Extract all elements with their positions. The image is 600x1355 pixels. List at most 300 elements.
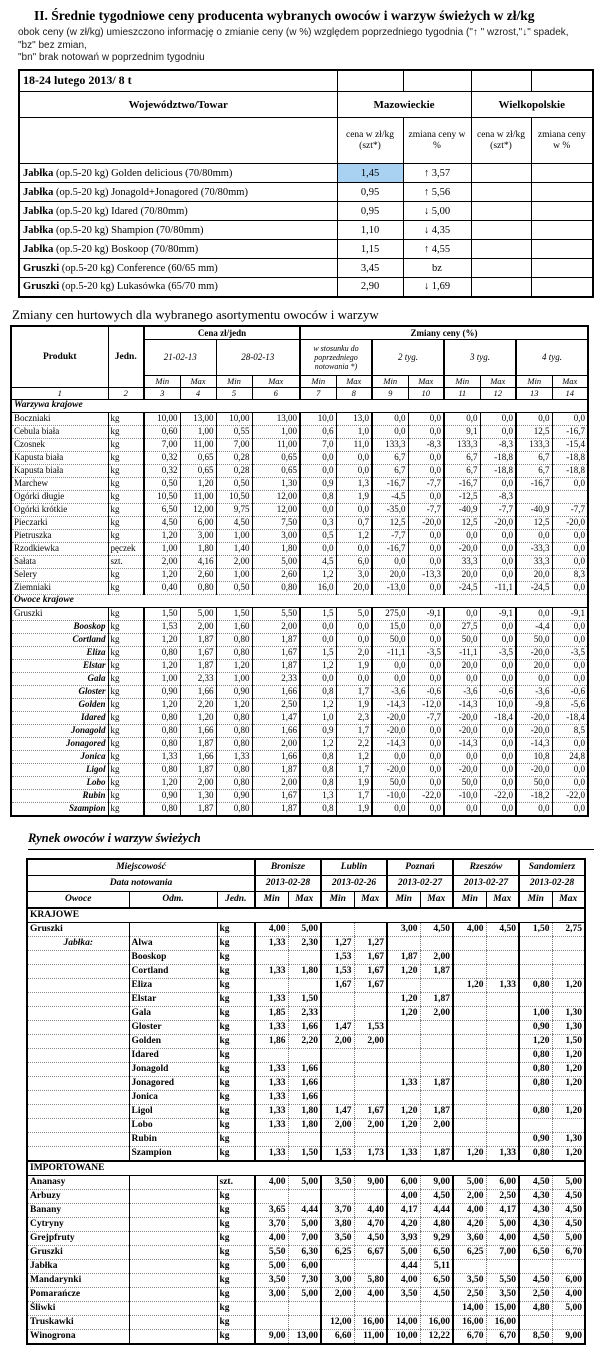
table-row xyxy=(11,789,588,802)
variety-cell: Eliza xyxy=(129,978,217,992)
value-cell xyxy=(486,964,519,978)
value-cell xyxy=(453,1020,486,1034)
value-cell: 1,33 xyxy=(144,750,180,763)
unit-cell: kg xyxy=(108,750,144,763)
table-row xyxy=(27,1118,585,1132)
product-name-cell: Marchew xyxy=(11,477,108,490)
value-cell: 0,80 xyxy=(216,633,252,646)
value-cell: -14,3 xyxy=(444,737,480,750)
value-cell: -16,7 xyxy=(372,477,408,490)
unit-cell: kg xyxy=(108,451,144,464)
value-cell: -20,0 xyxy=(516,646,552,659)
value-cell: 6,00 xyxy=(288,1259,321,1273)
value-cell: 0,0 xyxy=(480,633,516,646)
unit-cell: kg xyxy=(108,685,144,698)
value-cell: 5,50 xyxy=(255,1245,288,1259)
value-cell: 33,3 xyxy=(516,555,552,568)
value-cell: 1,20 xyxy=(216,698,252,711)
value-cell: 0,80 xyxy=(519,1104,552,1118)
jedn-header: Jedn. xyxy=(108,326,144,388)
min-header: Min xyxy=(519,891,552,908)
value-cell: -18,4 xyxy=(480,711,516,724)
value-cell: 0,5 xyxy=(300,529,336,542)
max-header: Max xyxy=(180,375,216,387)
value-cell: 0,90 xyxy=(216,685,252,698)
value-cell: 0,8 xyxy=(300,776,336,789)
value-cell: 0,0 xyxy=(552,633,588,646)
wholesale-section-title: Zmiany cen hurtowych dla wybranego asortymentu owoców i warzyw xyxy=(12,306,379,322)
value-cell: 20,0 xyxy=(336,581,372,594)
wk4-header: 4 tyg. xyxy=(516,339,588,375)
value-cell: 1,20 xyxy=(519,1034,552,1048)
value-cell: 4,50 xyxy=(420,922,453,936)
value-cell: -14,3 xyxy=(444,698,480,711)
unit-cell: kg xyxy=(217,1034,255,1048)
value-cell: 6,7 xyxy=(372,464,408,477)
value-cell: 5,00 xyxy=(552,1301,585,1315)
value-cell: 0,0 xyxy=(372,672,408,685)
value-cell: 1,00 xyxy=(216,529,252,542)
value-cell: 5,50 xyxy=(252,607,300,620)
value-cell: 1,87 xyxy=(252,659,300,672)
value-cell: 0,0 xyxy=(480,659,516,672)
max-header: Max xyxy=(552,375,588,387)
variety-cell: Lobo xyxy=(129,1118,217,1132)
value-cell: 0,80 xyxy=(144,711,180,724)
value-cell: 10,8 xyxy=(516,750,552,763)
product-kind: Jabłka xyxy=(23,205,54,217)
value-cell: 0,0 xyxy=(408,724,444,737)
value-cell xyxy=(255,1301,288,1315)
value-cell: 0,90 xyxy=(216,789,252,802)
col-number: 6 xyxy=(252,387,300,399)
period-label: 18-24 lutego 2013/ 8 t xyxy=(19,70,337,92)
value-cell xyxy=(552,964,585,978)
table-row xyxy=(27,1259,585,1273)
unit-cell: kg xyxy=(108,477,144,490)
product-name-cell: Rubin xyxy=(11,789,108,802)
value-cell xyxy=(486,1034,519,1048)
value-cell: 2,00 xyxy=(252,776,300,789)
table-row xyxy=(11,399,588,412)
value-cell: 9,29 xyxy=(420,1231,453,1245)
value-cell: 1,3 xyxy=(336,477,372,490)
value-cell: 8,3 xyxy=(552,568,588,581)
value-cell: 0,28 xyxy=(216,451,252,464)
value-cell: 10,50 xyxy=(144,490,180,503)
value-cell: 0,0 xyxy=(372,412,408,425)
value-cell: 4,16 xyxy=(180,555,216,568)
col-number: 9 xyxy=(372,387,408,399)
value-cell: 7,50 xyxy=(252,516,300,529)
value-cell: 1,40 xyxy=(216,542,252,555)
region-wielkopolskie: Wielkopolskie xyxy=(471,92,593,118)
value-cell xyxy=(255,978,288,992)
value-cell: 0,90 xyxy=(144,789,180,802)
value-cell: 13,0 xyxy=(336,412,372,425)
mazowieckie-change-cell: ↓ 5,00 xyxy=(403,202,471,221)
value-cell: 16,00 xyxy=(486,1315,519,1329)
value-cell: 1,33 xyxy=(255,992,288,1006)
value-cell: 1,66 xyxy=(288,1020,321,1034)
value-cell: 3,50 xyxy=(453,1273,486,1287)
col-number: 12 xyxy=(480,387,516,399)
date1-header: 21-02-13 xyxy=(144,339,216,375)
value-cell: 0,0 xyxy=(408,490,444,503)
value-cell xyxy=(486,1048,519,1062)
value-cell: 4,00 xyxy=(387,1273,420,1287)
value-cell xyxy=(387,1034,420,1048)
max-header: Max xyxy=(288,891,321,908)
value-cell xyxy=(420,1034,453,1048)
value-cell: 1,2 xyxy=(300,698,336,711)
value-cell: -8,3 xyxy=(408,438,444,451)
unit-cell: kg xyxy=(217,1048,255,1062)
variety-cell xyxy=(129,1231,217,1245)
value-cell xyxy=(519,964,552,978)
value-cell: 5,00 xyxy=(255,1259,288,1273)
value-cell: 1,33 xyxy=(255,1090,288,1104)
mazowieckie-change-cell: ↑ 3,57 xyxy=(403,164,471,183)
value-cell xyxy=(486,1006,519,1020)
value-cell: 1,20 xyxy=(387,964,420,978)
mazowieckie-price-cell: 1,10 xyxy=(337,221,403,240)
page-subtitle: obok ceny (w zł/kg) umieszczono informację o zmianie ceny (w %) względem poprzedniego tygodnia ("↑ " wzrost,"↓" spadek, "bz" bez zmian, xyxy=(18,27,569,51)
value-cell: 2,30 xyxy=(288,936,321,950)
value-cell: 1,20 xyxy=(387,992,420,1006)
value-cell: 10,00 xyxy=(387,1329,420,1344)
value-cell xyxy=(453,936,486,950)
value-cell: 2,60 xyxy=(180,568,216,581)
table-row xyxy=(11,802,588,816)
table-row xyxy=(11,326,588,340)
col-group-header: Województwo/Towar xyxy=(19,92,337,118)
value-cell: 20,0 xyxy=(516,659,552,672)
value-cell xyxy=(453,1118,486,1132)
value-cell: 133,3 xyxy=(372,438,408,451)
unit-cell: kg xyxy=(108,789,144,802)
table-row xyxy=(11,633,588,646)
value-cell: 0,80 xyxy=(216,711,252,724)
table-row xyxy=(27,859,585,876)
unit-cell: kg xyxy=(217,1203,255,1217)
value-cell: 1,66 xyxy=(180,750,216,763)
value-cell: 1,80 xyxy=(180,542,216,555)
value-cell xyxy=(420,1301,453,1315)
value-cell: 0,0 xyxy=(300,542,336,555)
value-cell: -20,0 xyxy=(444,763,480,776)
value-cell: 0,8 xyxy=(300,490,336,503)
value-cell: 0,50 xyxy=(216,477,252,490)
value-cell: 1,00 xyxy=(216,568,252,581)
value-cell: 15,0 xyxy=(372,620,408,633)
unit-cell: kg xyxy=(108,659,144,672)
change-subheader: zmiana ceny w % xyxy=(531,118,593,164)
value-cell: 9,75 xyxy=(216,503,252,516)
table-row xyxy=(27,1329,585,1344)
value-cell xyxy=(321,1090,354,1104)
value-cell: 3,50 xyxy=(321,1175,354,1189)
value-cell: 0,0 xyxy=(480,529,516,542)
value-cell xyxy=(453,964,486,978)
value-cell: 0,0 xyxy=(444,750,480,763)
product-name-cell: Lobo xyxy=(11,776,108,789)
value-cell xyxy=(486,1259,519,1273)
variety-cell: Ligol xyxy=(129,1104,217,1118)
value-cell xyxy=(288,1189,321,1203)
value-cell: -9,1 xyxy=(552,607,588,620)
fruit-cell: Pomarańcze xyxy=(27,1287,129,1301)
value-cell xyxy=(387,936,420,950)
value-cell: 1,66 xyxy=(288,1076,321,1090)
value-cell: 4,30 xyxy=(519,1217,552,1231)
value-cell: 2,00 xyxy=(321,1034,354,1048)
table-row xyxy=(27,1034,585,1048)
odm-header: Odm. xyxy=(129,891,217,908)
value-cell: -7,7 xyxy=(552,503,588,516)
mazowieckie-change-cell: ↑ 5,56 xyxy=(403,183,471,202)
value-cell: 0,0 xyxy=(408,464,444,477)
unit-cell: kg xyxy=(217,1118,255,1132)
fruit-cell xyxy=(27,1104,129,1118)
value-cell: 0,0 xyxy=(408,672,444,685)
value-cell: -18,8 xyxy=(480,451,516,464)
value-cell: 6,50 xyxy=(519,1245,552,1259)
value-cell: 11,00 xyxy=(180,490,216,503)
unit-cell: kg xyxy=(217,1006,255,1020)
value-cell: 0,80 xyxy=(519,1062,552,1076)
value-cell: 4,80 xyxy=(519,1301,552,1315)
value-cell: 0,0 xyxy=(552,620,588,633)
value-cell: 2,00 xyxy=(354,1034,387,1048)
value-cell: 4,5 xyxy=(300,555,336,568)
value-cell: -5,6 xyxy=(552,698,588,711)
value-cell: 1,67 xyxy=(252,789,300,802)
value-cell: 2,50 xyxy=(519,1287,552,1301)
unit-cell: kg xyxy=(217,950,255,964)
value-cell: 5,11 xyxy=(420,1259,453,1273)
unit-cell: kg xyxy=(108,464,144,477)
max-header: Max xyxy=(408,375,444,387)
unit-cell: kg xyxy=(108,802,144,816)
table-row xyxy=(27,1301,585,1315)
min-header: Min xyxy=(516,375,552,387)
value-cell xyxy=(321,922,354,936)
value-cell: -7,7 xyxy=(480,503,516,516)
data-notowania-header: Data notowania xyxy=(27,875,255,891)
value-cell: 1,0 xyxy=(300,711,336,724)
value-cell xyxy=(321,1048,354,1062)
fruit-cell xyxy=(27,1132,129,1146)
col-number: 1 xyxy=(11,387,108,399)
value-cell: 0,0 xyxy=(444,412,480,425)
value-cell: 0,8 xyxy=(300,750,336,763)
value-cell: 1,33 xyxy=(255,964,288,978)
value-cell xyxy=(354,922,387,936)
product-name-cell: Elstar xyxy=(11,659,108,672)
value-cell: 1,00 xyxy=(519,1006,552,1020)
value-cell: 1,53 xyxy=(354,1020,387,1034)
value-cell: 275,0 xyxy=(372,607,408,620)
value-cell: 8,5 xyxy=(552,724,588,737)
value-cell: 12,5 xyxy=(372,516,408,529)
value-cell: -7,7 xyxy=(408,711,444,724)
value-cell: 0,80 xyxy=(519,1048,552,1062)
min-header: Min xyxy=(387,891,420,908)
value-cell xyxy=(288,1048,321,1062)
value-cell: 0,28 xyxy=(216,464,252,477)
value-cell: 4,00 xyxy=(486,1231,519,1245)
value-cell: 3,93 xyxy=(387,1231,420,1245)
unit-cell: kg xyxy=(217,922,255,936)
value-cell: 1,2 xyxy=(300,659,336,672)
value-cell: 1,66 xyxy=(180,685,216,698)
value-cell: -4,4 xyxy=(516,620,552,633)
value-cell xyxy=(453,1034,486,1048)
value-cell: 0,0 xyxy=(372,802,408,816)
table-row xyxy=(27,1048,585,1062)
value-cell: 4,40 xyxy=(354,1203,387,1217)
table-row xyxy=(11,555,588,568)
value-cell: 1,20 xyxy=(216,659,252,672)
value-cell: 12,22 xyxy=(420,1329,453,1344)
mazowieckie-price-cell: 0,95 xyxy=(337,202,403,221)
value-cell: 1,87 xyxy=(387,950,420,964)
price-group-header: Cena zł/jedn xyxy=(144,326,300,340)
value-cell xyxy=(486,1090,519,1104)
value-cell: 6,50 xyxy=(420,1273,453,1287)
value-cell: 5,00 xyxy=(288,1287,321,1301)
value-cell: 1,5 xyxy=(300,646,336,659)
value-cell: 0,0 xyxy=(372,425,408,438)
value-cell xyxy=(354,1062,387,1076)
value-cell xyxy=(420,1048,453,1062)
value-cell: 0,0 xyxy=(300,451,336,464)
value-cell: 12,00 xyxy=(180,503,216,516)
value-cell: 2,00 xyxy=(321,1118,354,1132)
value-cell: 11,00 xyxy=(180,438,216,451)
col-number: 11 xyxy=(444,387,480,399)
fruit-cell: Gruszki xyxy=(27,1245,129,1259)
value-cell: 3,50 xyxy=(255,1273,288,1287)
value-cell: 1,87 xyxy=(180,633,216,646)
value-cell: 1,20 xyxy=(144,633,180,646)
value-cell: 4,00 xyxy=(453,922,486,936)
value-cell: 1,9 xyxy=(336,698,372,711)
value-cell xyxy=(552,936,585,950)
market-section-title-rule xyxy=(28,829,594,850)
value-cell: 50,0 xyxy=(444,633,480,646)
value-cell: -10,0 xyxy=(372,789,408,802)
value-cell: 1,9 xyxy=(336,490,372,503)
change-subheader: zmiana ceny w % xyxy=(403,118,471,164)
value-cell: 0,0 xyxy=(336,542,372,555)
value-cell: 15,00 xyxy=(486,1301,519,1315)
unit-cell: kg xyxy=(108,490,144,503)
value-cell: -14,3 xyxy=(372,698,408,711)
variety-cell: Booskop xyxy=(129,950,217,964)
value-cell: 1,67 xyxy=(354,978,387,992)
value-cell: -35,0 xyxy=(372,503,408,516)
variety-cell: Jonagold xyxy=(129,1062,217,1076)
unit-cell: kg xyxy=(108,620,144,633)
value-cell: 0,80 xyxy=(144,737,180,750)
table-row xyxy=(11,438,588,451)
unit-cell: kg xyxy=(217,1217,255,1231)
value-cell: 0,0 xyxy=(444,529,480,542)
product-name-cell: Idared xyxy=(11,711,108,724)
table-row xyxy=(27,1203,585,1217)
value-cell: 12,5 xyxy=(444,516,480,529)
value-cell: 9,1 xyxy=(444,425,480,438)
value-cell: 24,8 xyxy=(552,750,588,763)
value-cell: 0,80 xyxy=(144,724,180,737)
empty-cell xyxy=(337,70,403,92)
mazowieckie-price-cell: 1,15 xyxy=(337,240,403,259)
max-header: Max xyxy=(354,891,387,908)
value-cell: 5,0 xyxy=(336,607,372,620)
value-cell: 5,00 xyxy=(180,607,216,620)
value-cell: 2,3 xyxy=(336,711,372,724)
value-cell xyxy=(255,1315,288,1329)
value-cell xyxy=(387,1062,420,1076)
value-cell: 1,30 xyxy=(252,477,300,490)
value-cell: 6,67 xyxy=(354,1245,387,1259)
value-cell xyxy=(321,1006,354,1020)
value-cell: 6,0 xyxy=(336,555,372,568)
value-cell: 2,50 xyxy=(486,1189,519,1203)
value-cell xyxy=(552,490,588,503)
value-cell: 4,50 xyxy=(420,1287,453,1301)
value-cell: 1,20 xyxy=(387,1006,420,1020)
value-cell xyxy=(453,950,486,964)
value-cell: 11,00 xyxy=(252,438,300,451)
table-row xyxy=(19,259,593,278)
value-cell: 1,33 xyxy=(255,1118,288,1132)
table-row xyxy=(27,922,585,936)
value-cell: 0,80 xyxy=(180,581,216,594)
value-cell xyxy=(288,1132,321,1146)
value-cell: 3,60 xyxy=(453,1231,486,1245)
unit-cell: kg xyxy=(217,1062,255,1076)
value-cell: 2,00 xyxy=(321,1287,354,1301)
value-cell: 2,20 xyxy=(288,1034,321,1048)
value-cell: -11,1 xyxy=(372,646,408,659)
value-cell xyxy=(288,1301,321,1315)
value-cell: -3,5 xyxy=(480,646,516,659)
value-cell: 20,0 xyxy=(372,568,408,581)
value-cell: 0,0 xyxy=(552,555,588,568)
value-cell: 1,20 xyxy=(144,529,180,542)
value-cell: 27,5 xyxy=(444,620,480,633)
value-cell: 5,50 xyxy=(486,1273,519,1287)
value-cell: -14,3 xyxy=(516,737,552,750)
value-cell: 0,80 xyxy=(144,763,180,776)
fruit-cell xyxy=(27,1020,129,1034)
unit-cell: kg xyxy=(108,568,144,581)
value-cell: 0,0 xyxy=(552,581,588,594)
value-cell: 3,65 xyxy=(255,1203,288,1217)
product-kind: Gruszki xyxy=(23,262,60,274)
value-cell: -16,7 xyxy=(516,477,552,490)
value-cell: 0,80 xyxy=(216,763,252,776)
value-cell: -18,8 xyxy=(480,464,516,477)
value-cell: 6,50 xyxy=(144,503,180,516)
fruit-cell xyxy=(27,1090,129,1104)
table-row xyxy=(27,908,585,923)
value-cell: 2,00 xyxy=(420,950,453,964)
table-row xyxy=(27,1175,585,1189)
